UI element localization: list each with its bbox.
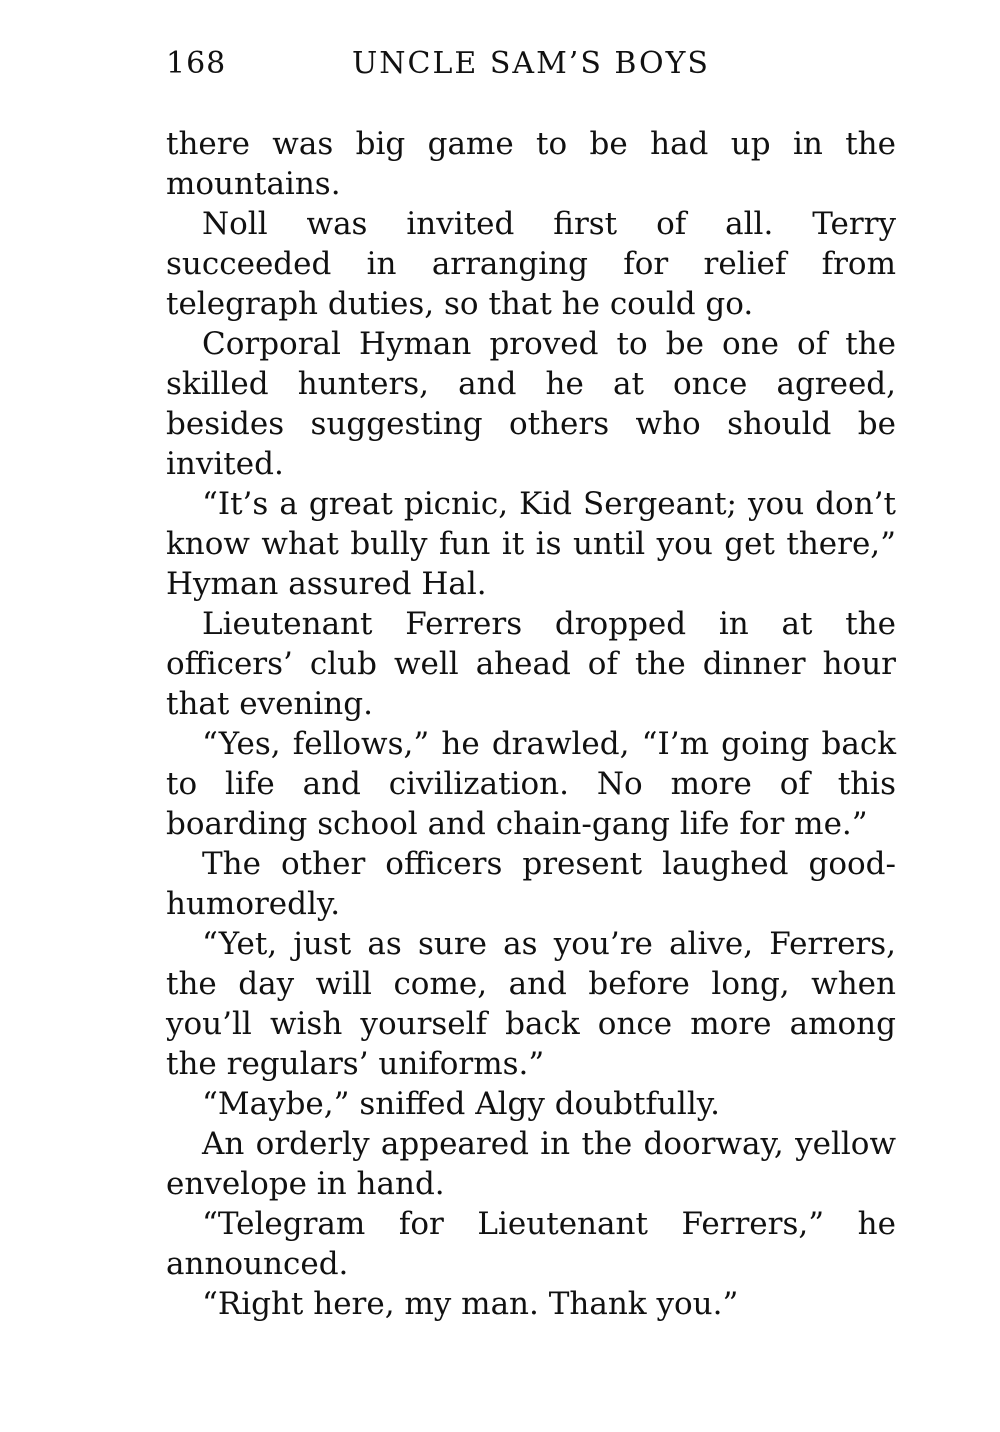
page-header	[166, 42, 896, 86]
paragraph: “It’s a great picnic, Kid Sergeant; you don’t know what bully fun it is until you get there,” Hyman assured Hal.	[166, 486, 896, 602]
running-title: UNCLE SAM’S BOYS	[352, 46, 710, 81]
paragraph: The other officers present laughed good-humoredly.	[166, 846, 896, 922]
paragraph: Lieutenant Ferrers dropped in at the officers’ club well ahead of the dinner hour that evening.	[166, 606, 896, 722]
paragraph: An orderly appeared in the doorway, yellow envelope in hand.	[166, 1126, 896, 1202]
body-text	[166, 124, 896, 1324]
paragraph: “Right here, my man. Thank you.”	[202, 1286, 739, 1322]
paragraph: “Telegram for Lieutenant Ferrers,” he announced.	[166, 1206, 896, 1282]
paragraph: Noll was invited first of all. Terry succeeded in arranging for relief from telegraph duties, so that he could go.	[166, 206, 896, 322]
paragraph: “Yes, fellows,” he drawled, “I’m going back to life and civilization. No more of this boarding school and chain-gang life for me.”	[166, 726, 896, 842]
page-number: 168	[166, 46, 227, 81]
paragraph: there was big game to be had up in the mountains.	[166, 126, 896, 202]
paragraph: Corporal Hyman proved to be one of the skilled hunters, and he at once agreed, besides suggesting others who should be invited.	[166, 326, 896, 482]
paragraph: “Maybe,” sniffed Algy doubtfully.	[202, 1086, 720, 1122]
paragraph: “Yet, just as sure as you’re alive, Ferrers, the day will come, and before long, when you’ll wish yourself back once more among the regulars’ uniforms.”	[166, 926, 896, 1082]
